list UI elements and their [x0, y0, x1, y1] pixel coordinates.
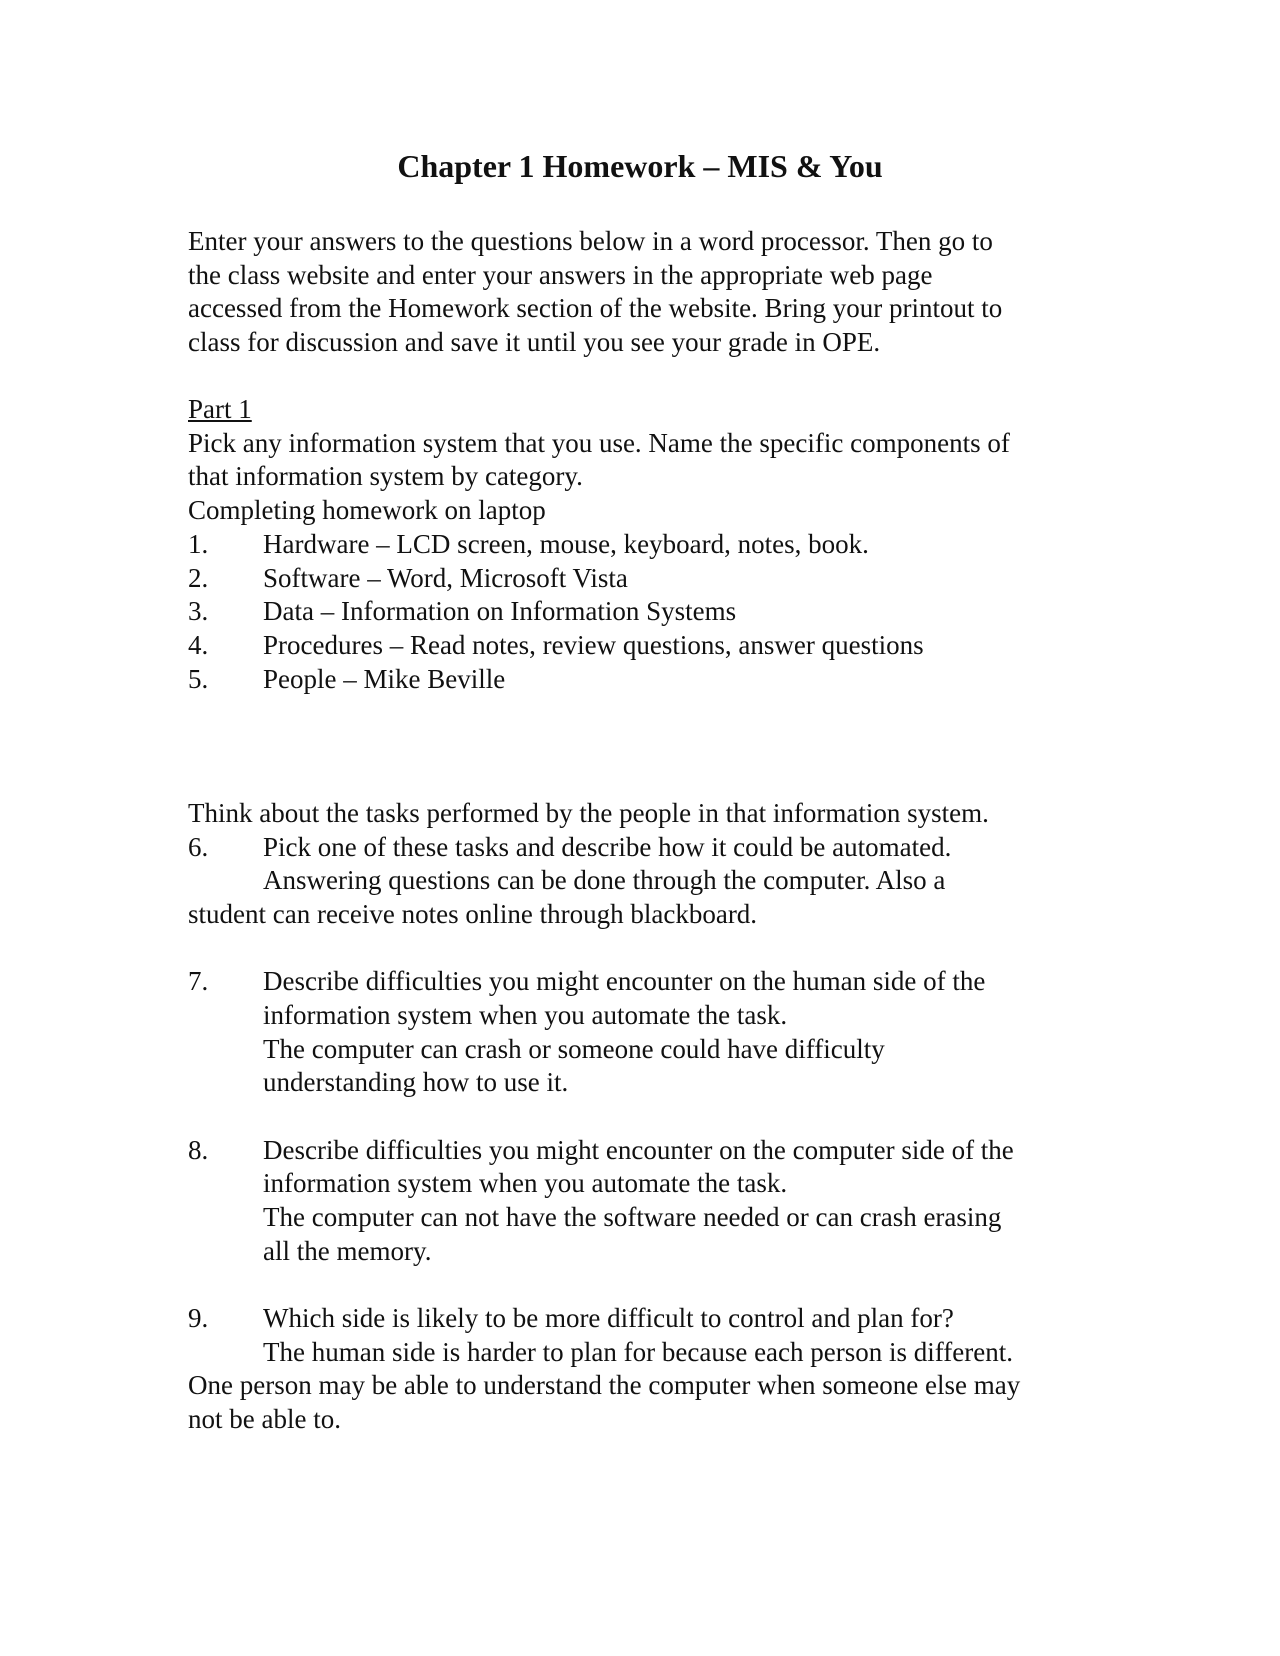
- question-text: Describe difficulties you might encounter on the computer side of the: [263, 1135, 1014, 1165]
- system-name: Completing homework on laptop: [188, 495, 546, 525]
- intro-line: the class website and enter your answers in the appropriate web page: [188, 260, 933, 290]
- list-item: Data – Information on Information Systems: [263, 596, 737, 626]
- intro-line: Enter your answers to the questions below in a word processor. Then go to: [188, 226, 993, 256]
- part1-heading: Part 1: [188, 394, 252, 424]
- answer-text: not be able to.: [188, 1404, 341, 1434]
- question-number: 7.: [188, 966, 209, 996]
- question-number: 9.: [188, 1303, 209, 1333]
- question-number: 6.: [188, 832, 209, 862]
- intro-line: accessed from the Homework section of the website. Bring your printout to: [188, 293, 1003, 323]
- answer-text: The computer can crash or someone could have difficulty: [263, 1034, 885, 1064]
- list-number: 4.: [188, 630, 209, 660]
- part1-prompt-line: that information system by category.: [188, 461, 583, 491]
- list-number: 1.: [188, 529, 209, 559]
- list-number: 5.: [188, 664, 209, 694]
- list-item: People – Mike Beville: [263, 664, 506, 694]
- list-item: Hardware – LCD screen, mouse, keyboard, notes, book.: [263, 529, 869, 559]
- answer-text: Answering questions can be done through the computer. Also a: [263, 865, 946, 895]
- list-number: 2.: [188, 563, 209, 593]
- list-item: Software – Word, Microsoft Vista: [263, 563, 628, 593]
- page-title: Chapter 1 Homework – MIS & You: [397, 148, 883, 184]
- tasks-intro: Think about the tasks performed by the people in that information system.: [188, 798, 989, 828]
- question-text: Describe difficulties you might encounter on the human side of the: [263, 966, 986, 996]
- answer-text: The computer can not have the software needed or can crash erasing: [263, 1202, 1002, 1232]
- list-number: 3.: [188, 596, 209, 626]
- question-text: Which side is likely to be more difficult to control and plan for?: [263, 1303, 954, 1333]
- part1-prompt-line: Pick any information system that you use. Name the specific components of: [188, 428, 1010, 458]
- answer-text: student can receive notes online through blackboard.: [188, 899, 758, 929]
- answer-text: The human side is harder to plan for because each person is different.: [263, 1337, 1013, 1367]
- answer-text: all the memory.: [263, 1236, 432, 1266]
- question-text: information system when you automate the task.: [263, 1168, 788, 1198]
- answer-text: understanding how to use it.: [263, 1067, 569, 1097]
- answer-text: One person may be able to understand the computer when someone else may: [188, 1370, 1021, 1400]
- question-number: 8.: [188, 1135, 209, 1165]
- question-text: Pick one of these tasks and describe how it could be automated.: [263, 832, 952, 862]
- intro-line: class for discussion and save it until you see your grade in OPE.: [188, 327, 881, 357]
- question-text: information system when you automate the task.: [263, 1000, 788, 1030]
- list-item: Procedures – Read notes, review questions, answer questions: [263, 630, 924, 660]
